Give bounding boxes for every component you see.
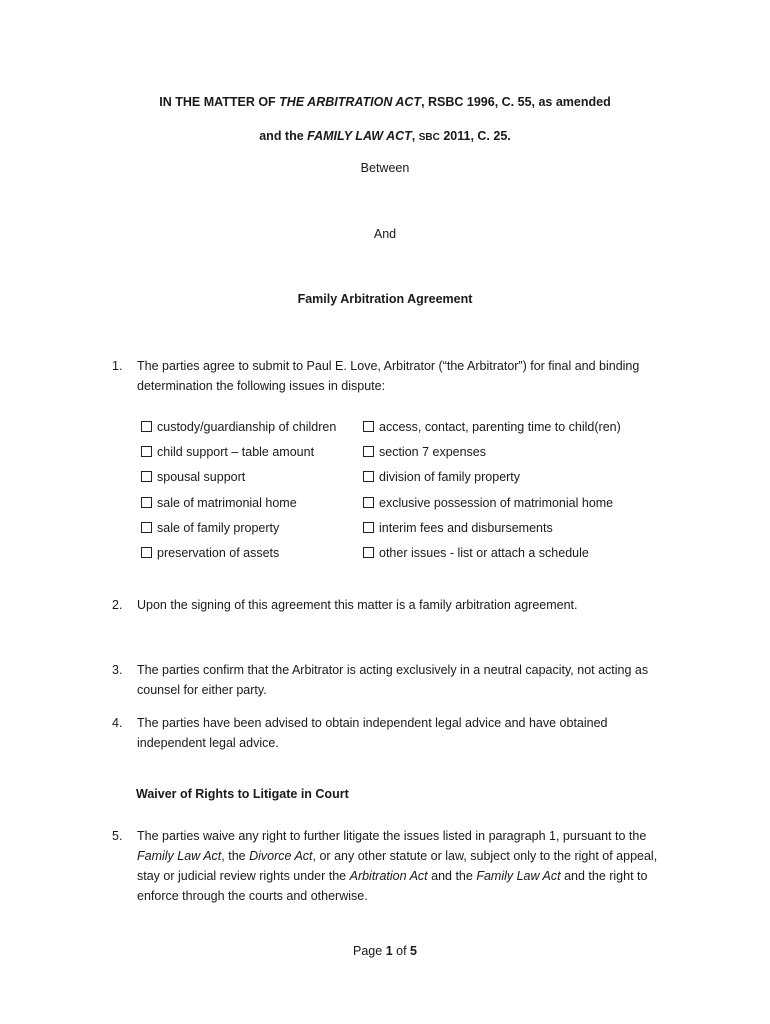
paragraph-1	[112, 356, 682, 396]
paragraph-3	[112, 660, 682, 700]
checkbox-icon[interactable]	[141, 547, 152, 558]
title-text: IN THE MATTER OF	[159, 95, 280, 109]
and-label: And	[373, 227, 397, 241]
checkbox-icon[interactable]	[363, 471, 374, 482]
checkbox-icon[interactable]	[141, 446, 152, 457]
act-name: Arbitration Act	[349, 869, 428, 883]
act-name: Divorce Act	[249, 849, 313, 863]
checkbox-icon[interactable]	[141, 471, 152, 482]
paragraph-4	[112, 713, 682, 753]
checklist-item[interactable]: section 7 expenses	[363, 445, 486, 459]
between-label: Between	[360, 161, 410, 175]
paragraph-number: 2.	[112, 598, 123, 612]
checklist-item[interactable]: sale of family property	[141, 521, 279, 535]
paragraph-text: counsel for either party.	[137, 683, 267, 697]
paragraph-text: determination the following issues in dispute:	[137, 379, 386, 393]
title-line-1	[0, 95, 770, 109]
act-name: Family Law Act	[137, 849, 222, 863]
checklist-row	[141, 445, 661, 465]
checkbox-icon[interactable]	[363, 522, 374, 533]
paragraph-text: The parties agree to submit to Paul E. Love, Arbitrator (“the Arbitrator”) for final and binding	[137, 359, 640, 373]
title-line-2	[0, 129, 770, 143]
title-text: and the	[259, 129, 308, 143]
title-text: SBC	[418, 132, 440, 143]
checklist-item[interactable]: child support – table amount	[141, 445, 314, 459]
checklist-item[interactable]: interim fees and disbursements	[363, 521, 553, 535]
checkbox-icon[interactable]	[141, 522, 152, 533]
title-act-name: THE ARBITRATION ACT	[279, 95, 422, 109]
checklist-item[interactable]: preservation of assets	[141, 546, 279, 560]
title-act-name: FAMILY LAW ACT	[307, 129, 412, 143]
title-text: , RSBC 1996, C. 55, as amended	[421, 95, 611, 109]
title-text: ,	[411, 129, 419, 143]
paragraph-text: The parties waive any right to further litigate the issues listed in paragraph 1, pursuant to the	[137, 829, 647, 843]
paragraph-5	[112, 826, 682, 906]
checklist-item[interactable]: other issues - list or attach a schedule	[363, 546, 589, 560]
title-text: 2011, C. 25.	[439, 129, 511, 143]
checkbox-icon[interactable]	[363, 547, 374, 558]
agreement-heading: Family Arbitration Agreement	[297, 292, 473, 306]
paragraph-text: Family Law Act, the Divorce Act, or any other statute or law, subject only to the right of appeal,	[137, 849, 658, 863]
checklist-item[interactable]: spousal support	[141, 470, 245, 484]
paragraph-text: Upon the signing of this agreement this matter is a family arbitration agreement.	[137, 598, 578, 612]
paragraph-2	[112, 595, 682, 615]
paragraph-text: independent legal advice.	[137, 736, 279, 750]
checklist-item[interactable]: exclusive possession of matrimonial home	[363, 496, 613, 510]
checklist-row	[141, 546, 661, 566]
paragraph-number: 5.	[112, 829, 123, 843]
paragraph-text: stay or judicial review rights under the Arbitration Act and the Family Law Act and the right to	[137, 869, 648, 883]
waiver-subheading: Waiver of Rights to Litigate in Court	[136, 787, 349, 801]
checkbox-icon[interactable]	[363, 446, 374, 457]
act-name: Family Law Act	[476, 869, 561, 883]
checklist-row	[141, 496, 661, 516]
paragraph-number: 4.	[112, 716, 123, 730]
checkbox-icon[interactable]	[141, 421, 152, 432]
checklist-item[interactable]: sale of matrimonial home	[141, 496, 297, 510]
checklist-item[interactable]: division of family property	[363, 470, 520, 484]
current-page-number: 1	[385, 944, 393, 958]
paragraph-text: enforce through the courts and otherwise.	[137, 889, 368, 903]
total-page-count: 5	[410, 944, 417, 958]
paragraph-text: The parties have been advised to obtain independent legal advice and have obtained	[137, 716, 608, 730]
paragraph-number: 1.	[112, 359, 123, 373]
checklist-row	[141, 470, 661, 490]
paragraph-number: 3.	[112, 663, 123, 677]
checklist-row	[141, 521, 661, 541]
checkbox-icon[interactable]	[141, 497, 152, 508]
checklist-item[interactable]: access, contact, parenting time to child(ren)	[363, 420, 621, 434]
checkbox-icon[interactable]	[363, 421, 374, 432]
checklist-row	[141, 420, 661, 440]
checklist-item[interactable]: custody/guardianship of children	[141, 420, 336, 434]
page-footer: Page 1 of 5	[353, 944, 417, 958]
paragraph-text: The parties confirm that the Arbitrator is acting exclusively in a neutral capacity, not acting as	[137, 663, 649, 677]
checkbox-icon[interactable]	[363, 497, 374, 508]
